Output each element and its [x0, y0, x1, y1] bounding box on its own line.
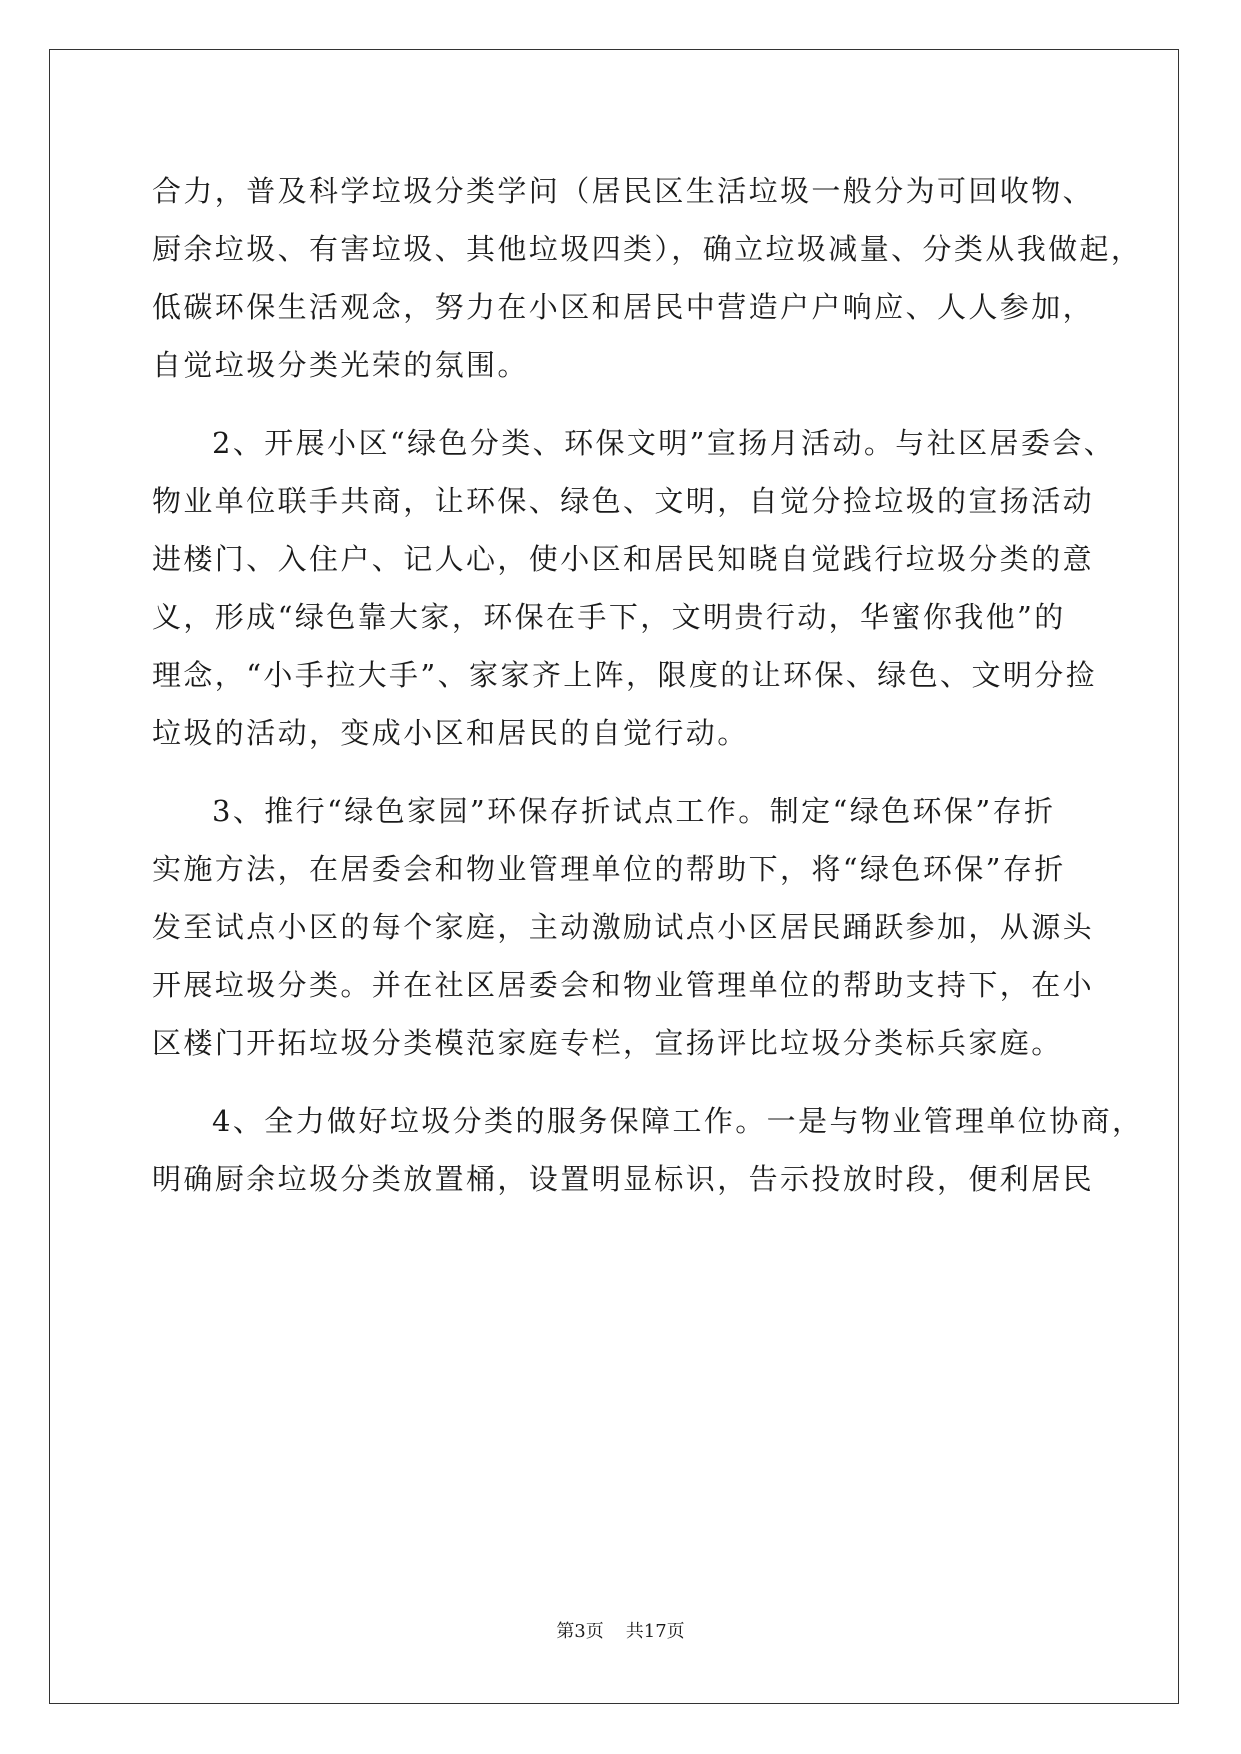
text-line: 合力，普及科学垃圾分类学问（居民区生活垃圾一般分为可回收物、 [152, 174, 1095, 208]
text-line: 物业单位联手共商，让环保、绿色、文明，自觉分捡垃圾的宣扬活动 [152, 484, 1095, 518]
text-line: 实施方法，在居委会和物业管理单位的帮助下，将“绿色环保”存折 [152, 852, 1066, 886]
text-line: 垃圾的活动，变成小区和居民的自觉行动。 [152, 716, 749, 750]
paragraph-gap [152, 394, 1088, 414]
text-line: 义，形成“绿色靠大家，环保在手下，文明贵行动，华蜜你我他”的 [152, 600, 1066, 634]
text-line: 低碳环保生活观念，努力在小区和居民中营造户户响应、人人参加， [152, 290, 1095, 324]
text-line: 理念，“小手拉大手”、家家齐上阵，限度的让环保、绿色、文明分捡 [152, 658, 1098, 692]
paragraph-gap [152, 762, 1088, 782]
page-total: 共17页 [625, 1621, 685, 1642]
page-number: 第3页 [556, 1621, 604, 1642]
paragraph-gap [152, 1072, 1088, 1092]
text-line: 厨余垃圾、有害垃圾、其他垃圾四类），确立垃圾减量、分类从我做起， [152, 232, 1143, 266]
text-line: 发至试点小区的每个家庭，主动激励试点小区居民踊跃参加，从源头 [152, 910, 1095, 944]
text-line: 区楼门开拓垃圾分类模范家庭专栏，宣扬评比垃圾分类标兵家庭。 [152, 1026, 1063, 1060]
text-line: 明确厨余垃圾分类放置桶，设置明显标识，告示投放时段，便利居民 [152, 1162, 1095, 1196]
text-line: 开展垃圾分类。并在社区居委会和物业管理单位的帮助支持下，在小 [152, 968, 1095, 1002]
text-line: 进楼门、入住户、记人心，使小区和居民知晓自觉践行垃圾分类的意 [152, 542, 1095, 576]
page-footer [0, 1617, 1241, 1643]
paragraph-start-line: 3、推行“绿色家园”环保存折试点工作。制定“绿色环保”存折 [212, 794, 1056, 828]
paragraph-start-line: 4、全力做好垃圾分类的服务保障工作。一是与物业管理单位协商， [212, 1104, 1144, 1138]
text-line: 自觉垃圾分类光荣的氛围。 [152, 348, 529, 382]
document-body [152, 162, 1144, 1208]
paragraph-start-line: 2、开展小区“绿色分类、环保文明”宣扬月活动。与社区居委会、 [212, 426, 1116, 460]
